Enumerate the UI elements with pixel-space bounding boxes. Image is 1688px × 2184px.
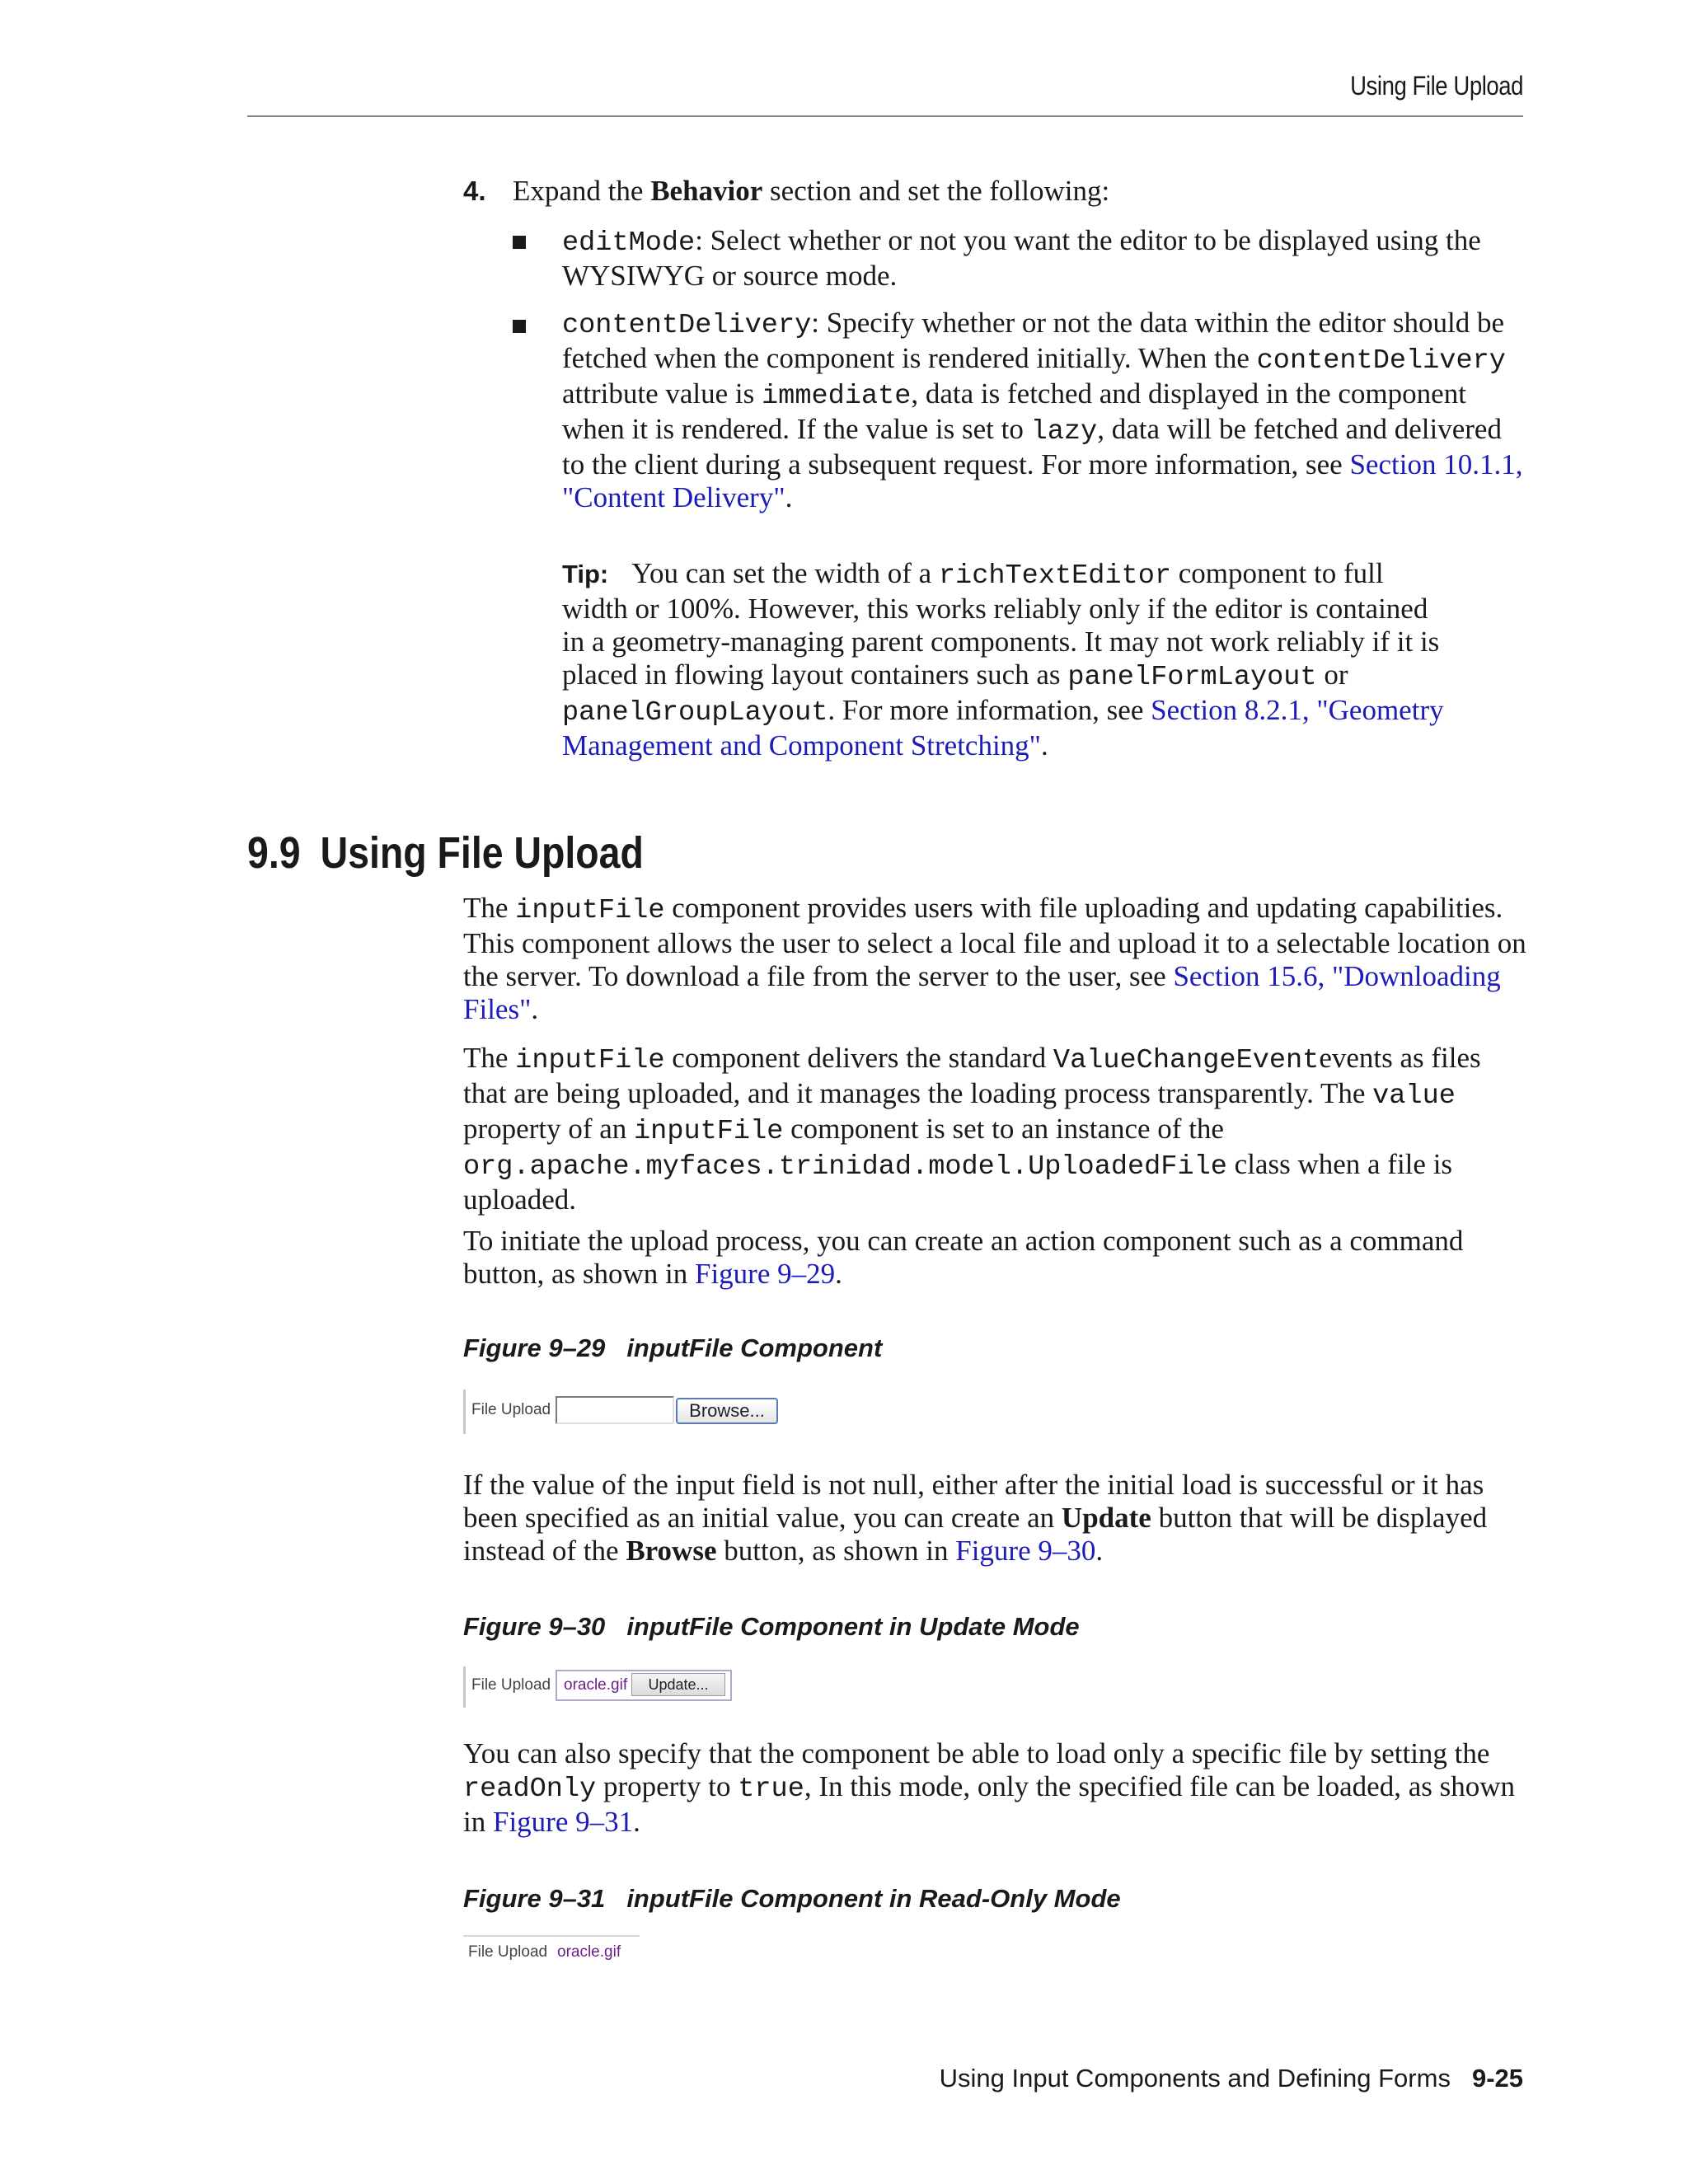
code-immediate: immediate — [762, 381, 912, 412]
bold-browse: Browse — [626, 1535, 717, 1567]
para-text: The — [463, 1042, 516, 1074]
bold-update: Update — [1061, 1502, 1151, 1534]
para-text: . — [633, 1806, 640, 1838]
code-panel-group-layout: panelGroupLayout — [562, 697, 828, 729]
link-figure-9-30[interactable]: Figure 9–30 — [955, 1535, 1096, 1567]
update-button[interactable]: Update... — [631, 1673, 725, 1696]
running-footer — [907, 2064, 1523, 2093]
file-upload-label: File Upload — [471, 1676, 551, 1694]
figure-title: inputFile Component in Update Mode — [626, 1612, 1080, 1641]
para-text: property of an — [463, 1113, 635, 1145]
code-input-file: inputFile — [634, 1116, 784, 1147]
para-text: To initiate the upload process, you can create an action component such as a command button, as shown in — [463, 1225, 1464, 1290]
para-text: You can also specify that the component be able to load only a specific file by setting the — [463, 1737, 1490, 1769]
tip-label: Tip: — [562, 560, 609, 588]
figure-left-border — [463, 1666, 466, 1708]
code-lazy: lazy — [1030, 416, 1098, 448]
code-uploaded-file-class: org.apache.myfaces.trinidad.model.UploadedFile — [463, 1151, 1227, 1183]
link-content-delivery[interactable]: Section 10.1.1, "Content Delivery" — [562, 448, 1523, 513]
bullet-marker — [513, 236, 526, 249]
code-edit-mode: editMode — [562, 227, 696, 259]
para-text: events as files that are being uploaded, and it manages the loading process transparently. The — [463, 1042, 1481, 1109]
code-true: true — [738, 1774, 804, 1805]
bullet-text: , data is fetched and displayed in the component when it is rendered. If the value is set to — [562, 377, 1466, 445]
paragraph-value-change — [463, 1042, 1526, 1216]
para-text: . — [1095, 1535, 1104, 1567]
para-text: component provides users with file uploading and updating capabilities. This component allows the user to select a local file and upload it to a selectable location on the server. To download a file from the server to the user, see — [463, 892, 1526, 992]
para-text: component is set to an instance of the — [783, 1113, 1224, 1145]
bullet-marker — [513, 320, 526, 333]
file-upload-label: File Upload — [471, 1401, 551, 1418]
step-text-pre: Expand the — [513, 175, 651, 207]
page-number: 9-25 — [1471, 2064, 1523, 2093]
running-header: Using File Upload — [1350, 71, 1523, 101]
code-value: value — [1372, 1080, 1456, 1112]
para-text: , In this mode, only the specified file can be loaded, as shown in — [463, 1770, 1515, 1838]
figure-number: Figure 9–31 — [463, 1884, 606, 1913]
link-figure-9-29[interactable]: Figure 9–29 — [694, 1258, 836, 1290]
figure-top-border — [463, 1935, 640, 1937]
code-input-file: inputFile — [515, 1045, 665, 1076]
para-text: . — [531, 993, 539, 1025]
section-title: Using File Upload — [320, 828, 644, 878]
section-heading — [247, 824, 644, 882]
para-text: property to — [596, 1770, 738, 1802]
section-number: 9.9 — [247, 828, 301, 878]
link-downloading-files[interactable]: Section 15.6, "Downloading Files" — [463, 960, 1501, 1025]
code-panel-form-layout: panelFormLayout — [1067, 662, 1317, 693]
figure-number: Figure 9–30 — [463, 1612, 606, 1641]
bullet-text: : Specify whether or not the data within the editor should be fetched when the component is rendered initially. When the — [562, 307, 1505, 374]
para-text: The — [463, 892, 516, 924]
figure-caption-9-30 — [463, 1610, 1080, 1643]
file-path-input[interactable] — [556, 1396, 674, 1424]
figure-title: inputFile Component in Read-Only Mode — [626, 1884, 1121, 1913]
para-text: component delivers the standard — [664, 1042, 1053, 1074]
paragraph-read-only — [463, 1737, 1526, 1839]
bullet-text: attribute value is — [562, 377, 762, 410]
para-text: button, as shown in — [716, 1535, 956, 1567]
figure-left-border — [463, 1390, 466, 1434]
figure-input-file — [463, 1390, 785, 1434]
figure-number: Figure 9–29 — [463, 1333, 606, 1362]
tip-note — [562, 557, 1444, 762]
bullet-text: . — [785, 481, 793, 513]
bullet-text: , data will be fetched and delivered to the client during a subsequent request. For more information, see — [562, 413, 1502, 480]
tip-text: . For more information, see — [828, 694, 1151, 726]
figure-title: inputFile Component — [626, 1333, 883, 1362]
code-input-file: inputFile — [515, 895, 665, 926]
para-text: class when a file is uploaded. — [463, 1148, 1453, 1216]
figure-input-file-update — [463, 1666, 735, 1708]
browse-button[interactable]: Browse... — [676, 1398, 778, 1424]
code-rich-text-editor: richTextEditor — [938, 560, 1172, 592]
link-geometry-management[interactable]: Section 8.2.1, "Geometry Management and Component Stretching" — [562, 694, 1444, 762]
paragraph-initiate-upload — [463, 1225, 1526, 1291]
footer-chapter: Using Input Components and Defining Forms — [939, 2064, 1451, 2093]
read-only-file-name: oracle.gif — [557, 1943, 621, 1961]
bullet-text: : Select whether or not you want the editor to be displayed using the WYSIWYG or source mode. — [562, 224, 1481, 292]
paragraph-intro — [463, 892, 1526, 1026]
bullet-edit-mode — [562, 224, 1526, 293]
tip-text: You can set the width of a — [631, 557, 939, 589]
header-rule — [247, 115, 1523, 117]
bullet-content-delivery — [562, 307, 1526, 514]
step-text-bold: Behavior — [650, 175, 763, 207]
code-read-only: readOnly — [463, 1774, 597, 1805]
code-content-delivery: contentDelivery — [562, 310, 812, 341]
file-upload-label: File Upload — [468, 1943, 548, 1961]
tip-text: . — [1040, 729, 1048, 762]
link-figure-9-31[interactable]: Figure 9–31 — [492, 1806, 634, 1838]
paragraph-update-mode — [463, 1469, 1526, 1568]
para-text: . — [835, 1258, 842, 1290]
step-text — [513, 175, 1526, 208]
code-value-change-event: ValueChangeEvent — [1053, 1045, 1320, 1076]
code-content-delivery: contentDelivery — [1256, 345, 1506, 377]
figure-caption-9-31 — [463, 1882, 1121, 1915]
tip-text: or — [1316, 658, 1348, 691]
step-text-post: section and set the following: — [762, 175, 1110, 207]
figure-caption-9-29 — [463, 1332, 882, 1365]
step-number: 4. — [463, 176, 486, 206]
para-text: If the value of the input field is not null, either after the initial load is successful or it has been specified as an initial value, you can create an — [463, 1469, 1484, 1534]
para-text: button that will be displayed instead of the — [463, 1502, 1488, 1567]
selected-file-name: oracle.gif — [564, 1676, 628, 1694]
tip-text: component to full width or 100%. However, this works reliably only if the editor is contained in a geometry-managing parent components. It may not work reliably if it is placed in flowing layout containers such as — [562, 557, 1440, 691]
figure-input-file-read-only — [463, 1935, 645, 1968]
